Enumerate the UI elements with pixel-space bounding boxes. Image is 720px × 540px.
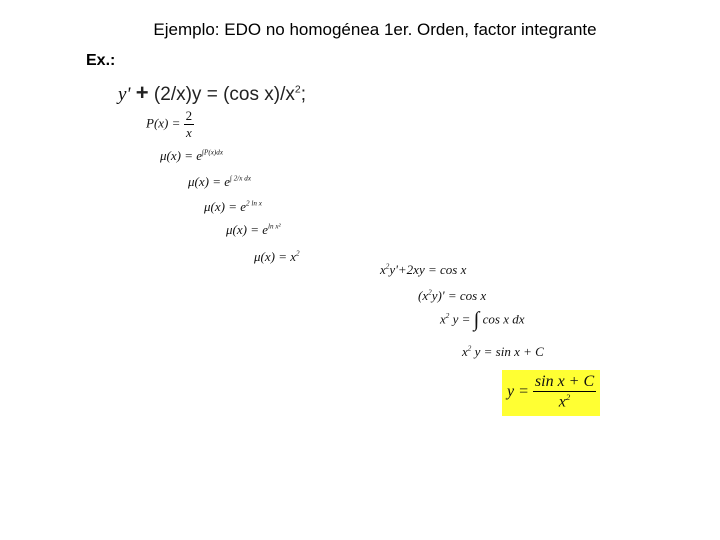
eq1-rhs: (cos x)/x [223,84,295,105]
equation-ode [118,80,306,106]
eq11-a: x [462,344,468,359]
eq1-lhs: y' [118,84,131,105]
eq5-exp: 2 ln x [246,199,262,208]
eq8-b: y'+2xy = cos x [389,262,467,277]
equation-multiplied [380,262,466,278]
eq10-a-exp: 2 [445,312,450,321]
equation-mu-def [160,148,223,164]
eq9-a-exp: 2 [428,288,432,297]
eq10-b: y = [452,311,471,327]
eq4-lhs: μ(x) = e [188,174,230,189]
eq6-lhs: μ(x) = e [226,222,268,237]
eq2-num: 2 [185,108,193,123]
eq3-exp: ∫P(x)dx [202,148,223,157]
eq9-b: y)' = cos x [431,288,487,303]
final-den: x [558,393,566,411]
eq1-end: ; [300,84,306,105]
eq6-exp: ln x² [268,222,281,231]
final-num: sin x + C [534,373,595,390]
final-lhs: y = [507,383,529,401]
eq2-fraction [184,108,195,141]
final-answer [507,373,596,411]
eq8-a: x [380,262,386,277]
eq9-a: (x [418,288,429,303]
eq5-lhs: μ(x) = e [204,199,246,214]
example-label: Ex.: [86,52,116,69]
eq7-exp: 2 [296,249,300,258]
eq2-lhs: P(x) = [146,115,181,131]
eq7-lhs: μ(x) = x [254,249,296,264]
eq10-c: cos x dx [482,311,525,327]
eq1-eq: = [206,84,218,105]
equation-integrated [462,344,544,360]
eq11-b: y = sin x + C [474,344,544,359]
eq8-a-exp: 2 [385,262,390,271]
eq1-paren: (2/x)y [153,84,202,105]
equation-mu-result [254,249,300,265]
eq1-rhs-exp: 2 [294,84,301,96]
equation-mu-ln [204,199,262,215]
eq2-den: x [186,125,192,140]
equation-mu-integral [188,174,251,190]
eq10-a: x [440,311,446,327]
page-title: Ejemplo: EDO no homogénea 1er. Orden, factor integrante [153,20,597,39]
eq11-a-exp: 2 [467,344,472,353]
eq10-integral-sign: ∫ [473,308,480,331]
eq1-plus: + [135,80,149,105]
equation-p-of-x [146,108,194,141]
final-den-exp: 2 [565,392,571,402]
final-fraction [533,373,596,411]
eq4-exp: ∫ 2/x dx [230,174,251,183]
equation-product-rule [418,288,486,304]
eq3-lhs: μ(x) = e [160,148,202,163]
equation-mu-ln-x2 [226,222,281,238]
equation-integrate [440,310,524,331]
